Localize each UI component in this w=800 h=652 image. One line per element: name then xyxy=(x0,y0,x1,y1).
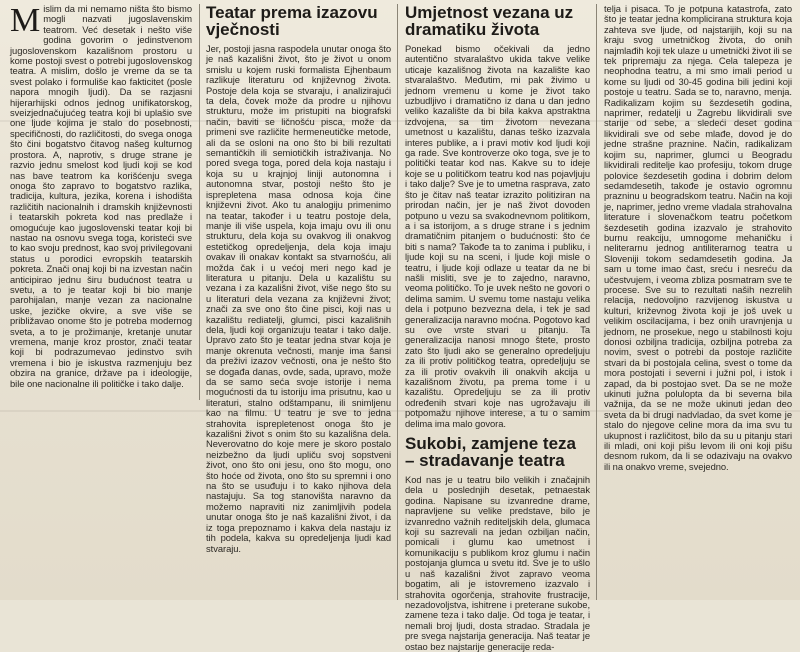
headline-sukobi: Sukobi, zamjene teza – stradavanje teatra xyxy=(405,434,576,471)
headline-umjetnost-vezana: Umjetnost vezana uz dramatiku života xyxy=(405,3,574,39)
headline-teatar-prema-izazovu: Teatar prema izazovu vječnosti xyxy=(206,3,378,39)
column-two xyxy=(200,0,396,600)
article-text: Jer, postoji jasna raspodela unutar onoga što je naš kazališni život, što je život u onom smislu u kojem ruski formalista Ejhenbaum razlikuje literaturu od književnog života. Postoje dela koja se stvaraju, i analizirajući ta dela, čovek može da prodre u njihovu strukturu, može im pristupiti na biografski način, baviti se ličnošću pisca, može da primeni sve različite hermeneutičke metode, ali da se osloni na ono što bi bili rezultati semantičkih ili semiotičkih istraživanja. No pored svega toga, pored dela koja nastaju i koja su u krajnjoj liniji autonomna i autonomna stvar, postoji nešto što je isprepletena masa odnosa koja čine književni život. Ako tu analogiju primenimo na teatar, također i u teatru postoje dela, manje ili više uspela, koja imaju ovu ili onu strukturu, dela koja su ovakvog ili onakvog estetičkog opredeljenja, dela koja imaju ovakav ili onakav kontakt sa stvarnošću, ali možda čak i u većoj meri nego kad je literatura u pitanju. Dela u kazalištu su vezana i za kazališni život, više nego što su u literaturi dela vezana za književni život; znači za sve ono što čine pisci, koji nas u kazalištu rediatelji, glumci, pisci kazališnih dela, ljudi koji organizuju teatar i tako dalje. Upravo zato što je teatar jedna stvar koja je manje okrenuta večnosti, manje ima šansi da preživi izazov večnosti, ona je nešto što se događa danas, ovde, sada, upravo, može da se samo seća svoje istorije i nema mogućnosti da tu istoriju ima prisutnu, kao u literaturi, stalno odštampanu, ili snimljenu kao na filmu. U teatru je sve to jedna strahovita isprepletenost onoga što je kazališni život s onim što su kazališna dela. Neverovatno do koje mere je skoro postalo neizbežno da ljudi upliču svoj sopstveni život, ono što oni jesu, ono što mogu, ono što hoće od života, ono što su spremni i ono na što se usuđuju i to kako njihova dela nastajuju. Sa tog stanovišta naravno da možemo napraviti niz zanimljivih podela unutar onoga što je naš kazališni život, i da iz toga prepoznamo i kakva dela nastaju iz tih podela, kakva su opredeljenja ljudi kad stvaraju. xyxy=(206,43,391,554)
column-rule xyxy=(397,4,398,600)
column-rule xyxy=(596,4,597,600)
article-text: Ponekad bismo očekivali da jedno autentično stvaralaštvo ukida takve velike uticaje kazališnog života na kazalište kao stvaralaštvo. Međutim, mi pak živimo u jednom vremenu u kome je život tako uzbudljivo i dramatično iz dana u dan jedno veliko kazalište da bi bila kakva apstraktna izdvojena, sa tim životom nevezana umetnost u kazalištu, danas teško izazvala interes publike, a i pravi motiv kod ljudi koji ga rade. Sve kontroverze oko toga, sve je to politički teatar kod nas. Kakve su to ideje koje se u političkom teatru kod nas pojavljuju i tako dalje? Sve je to umetna rasprava, zato što je čitav naš teatar izrazito politiziran na prirodan način, jer je naš život dovoden potpuno u vezu sa svakodnevnom politikom, a i sa istorijom, a s druge strane i s jednim dramatičnim pitanjem o budućnosti: što će biti s nama? Takođe ta to zanima i publiku, i ljude koji su na sceni, i ljude koji misle o teatru, i ljude koji odlaze u teatar da ne bi našli misliti, sve je to zajedno, naravno, veoma političko. To je uvek nešto ne govori o delima samim. U svemu tome nastaju velika dela i potpuno bezvezna dela, i tek je sad generalizacija naravno moćna. Pogotovo kad su ove vrste stvari u pitanju. Ta generalizacija nanosi mnogo štete, prosto zato što ljudi ako se generalno opredeljuju za ili protiv političkog teatra, opredeljuju se za ili protiv ovakvih ili onakvih akcija u kazališnom životu, pa prema tome i u kazalištu. Opredeljuju se za ili protiv određenih stvari koje nas ugrožavaju ili potpomažu njihove interese, a tu o samim delima ima malo govora. xyxy=(405,43,590,429)
article-text: telja i pisaca. To je potpuna katastrofa, zato što je teatar jedna komplicirana struktura koja zahteva sve ljude, od najstarijih, koji su na kraju svog umetničkog života, do onih najmlađih koji tek ulaze u umetnički život ili se tek pripremaju za njega. Cela talepeza je neophodna teatru, a mi smo imali period u kome su ljudi od 30-45 godina bili jedini koji postoje u teatru. Sada se to, naravno, menja. Radikalizam kojim su šezdesetih godina, naprimer, redatelji u Zagrebu likvidirali sve starije od sebe, a sledeći deset godina likvidirali sve od sebe mlađe, dovod je do jedne strašne praznine. Način, radikalizam kojim su, naprimer, glumci u Beogradu likvidirali reditelje kao profesiju, tokom druge polovice šezdesetih godina i dobrim delom sedamdesetih, takođe je ostavio ogromnu prazninu u beogradskom teatru. Način na koji je, naprimer, jedno vreme vladala strahovalna literature i slovenačkom teatru početkom šezdesetih godina izazvalo je strahovito burnu reakciju, umnogome mehaničku i neliterarnu jednog antiliterarnog teatra u Sloveniji tokom sedamdesetih godina. Ja sam u tome imao čast, sreću i nesreću da učestvujem, i veoma zbliza posmatram sve te procese. Sve su to rezultati naših nezrelih relacija, nedovoljno razvijenog iskustva u kulturi, križevnog života koji je još uvek u velikim oscilacijama, i bez onih uravnjenja u jednom, ne prosekue, nego u stabilnosti koju donosi ozbiljna tradicija, ozbiljna potreba za novim, svest o potrebi da postoje različite stvari da bi postojala celina, svest o tome da mora postojati i severni i južni pol, i istok i zapad, da bi postojao svet. Da se ne može ukinuti južna polulopta da bi severna bila važnija, da se ne može ukinuti jedan deo sveta da bi drugi nadvladao, da svet kome je stalo do njegove celine mora da ima svu tu ukupnost i različitost, bilo da su u pitanju stari ili mladi, oni koji pišu levom ili oni koji pišu desnom rukom, da li se odazivaju na ovakvo ili na onakvo vreme, svejedno. xyxy=(604,3,792,472)
article-text: Kod nas je u teatru bilo velikih i značajnih dela u poslednjih desetak, petnaestak godina. Napisane su izvanredne drame, napravljene su velike predstave, bilo je izvanredno važnih rediteljskih dela, glumaca koji su sazrevali na jedan ozbiljan način, pomicali i glumu kao umetnost i komunikaciju s publikom kroz glumu i način postojanja glumca u svetu itd. Sve je to ušlo u naš kazališni život zapravo veoma bogatim, ali je istovremeno izazvalo i strahovita ogorčenja, strahovite frustracije, nezadovoljstva, ishitrene i preterane sukobe, zamene teza i tako dalje. Od toga je teatar, i nemali broj ljudi, dosta stradao. Stradala je pre svega najstarija generacija. Naš teatar je ostao bez najstarije generacije reda- xyxy=(405,474,590,652)
column-four xyxy=(598,0,798,600)
lead-text: islim da mi nemamo ništa što bismo mogli nazvati jugoslavenskim teatrom. Već desetak i nešto više godina govorim o jedinstvenom jugoslovenskom kazališnom prostoru u kome postoji svest o potrebi jugoslovenskog teatra. A mislim, došlo je vreme da se ta svest polako i formuliše kao fakticitet (posle napora mnogih ljudi). Da se razjasni hijerarhijski odnos jednog unifikatorskog, sveizjednačujućeg teatra koji bi uplašio sve one ljude kojima je stalo do posebnosti, specifičnosti, do različitosti, do svega onoga što čini bogatstvo čitavog našeg kulturnog prostora. A, naprotiv, s druge strane je razvio jednu smelost kod ljudi koji se kod nas bave teatrom ka korišćenju svega onoga što zapravo to bogatstvo razlika, tradicija, kultura, jezika, korena i ishodišta različitih nacionalnih i dramskih književnosti i teatarskih pokreta kod nas predlaže i omogućuje kao jugoslovenski teatar koji bi nastao na osnovu svega toga, koristeći sve to kao svoju prednost, kao svoj privilegovani status u porodici evropskih teatarskih pokreta. Znači onaj koji bi na izvestan način anticipirao jednu širu budućnost teatra u svetu, a to je teatar koji bi bio manje parohijalan, manje vezan za nacionalne uske, jezičke okvire, a sve više se približavao onome što je potreba modernog sveta, a to je prožimanje, kretanje unutar vremena, manje kroz prostor, znači teatar koji bi podrazumevao jedinstvo svih vremena i bio je iskustva razmenjuju bez obzira na granice, države pa i ideologije, bile one nacionalne ili političke i tako dalje. xyxy=(10,3,192,389)
drop-cap: M xyxy=(10,2,41,39)
column-lead xyxy=(2,0,198,600)
lead-paragraph xyxy=(10,4,192,389)
column-three xyxy=(399,0,595,652)
